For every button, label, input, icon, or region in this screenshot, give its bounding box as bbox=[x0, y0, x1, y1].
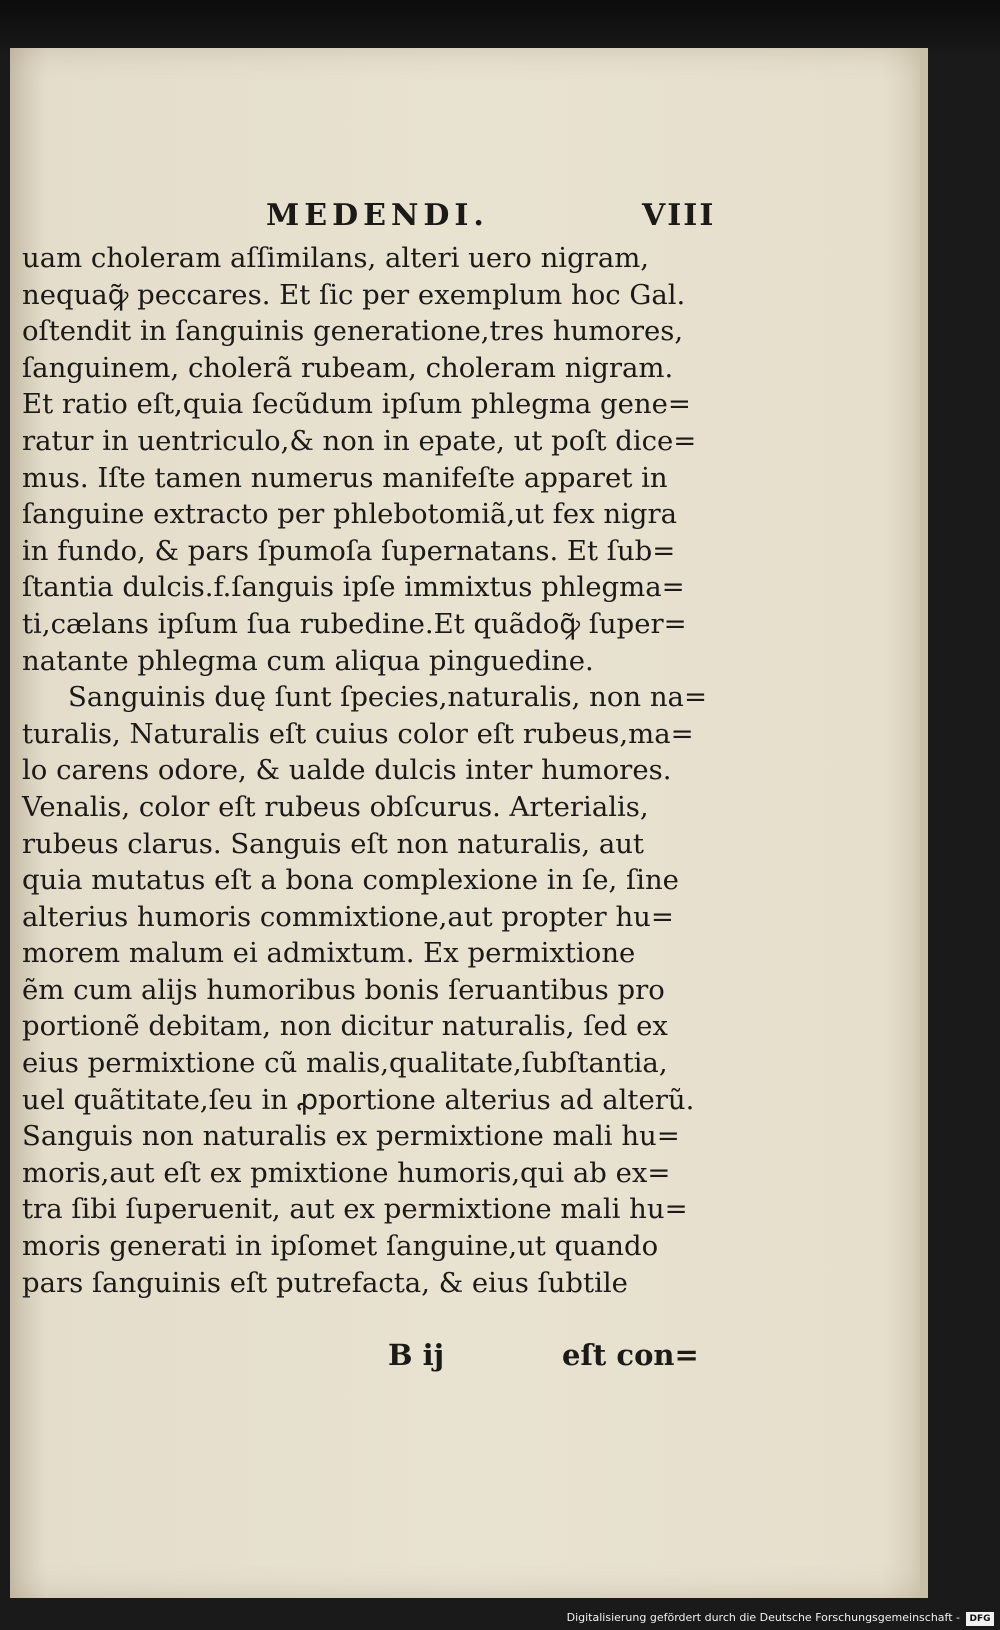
text-line: moris,aut eſt ex pmixtione humoris,qui ab ex= bbox=[22, 1156, 671, 1189]
text-line: Et ratio eſt,quia ſecũdum ipſum phlegma gene= bbox=[22, 388, 691, 421]
body-text bbox=[22, 240, 712, 1301]
book-page bbox=[10, 48, 928, 1598]
text-line: uel quãtitate,ſeu in ꝓportione alterius ad alterũ. bbox=[22, 1083, 695, 1116]
text-line: rubeus clarus. Sanguis eſt non naturalis, aut bbox=[22, 827, 644, 860]
text-line: eius permixtione cũ malis,qualitate,ſubſtantia, bbox=[22, 1047, 668, 1080]
text-line: natante phlegma cum aliqua pinguedine. bbox=[22, 644, 594, 677]
text-line: ti,cælans ipſum ſua rubedine.Et quãdoꝙ̃ ſuper= bbox=[22, 607, 687, 640]
text-line: in fundo, & pars ſpumoſa ſupernatans. Et ſub= bbox=[22, 534, 676, 567]
text-line: turalis, Naturalis eſt cuius color eſt rubeus,ma= bbox=[22, 717, 694, 750]
text-line: oſtendit in ſanguinis generatione,tres humores, bbox=[22, 315, 684, 348]
text-line: portionẽ debitam, non dicitur naturalis, ſed ex bbox=[22, 1010, 668, 1043]
text-line: ſtantia dulcis.f.ſanguis ipſe immixtus phlegma= bbox=[22, 571, 685, 604]
text-line: alterius humoris commixtione,aut propter hu= bbox=[22, 900, 674, 933]
text-line: ſanguine extracto per phlebotomiã,ut fex nigra bbox=[22, 498, 678, 531]
text-line: ſanguinem, cholerã rubeam, choleram nigram. bbox=[22, 351, 674, 384]
text-line: ratur in uentriculo,& non in epate, ut poſt dice= bbox=[22, 424, 697, 457]
signature-mark: B ij bbox=[388, 1338, 445, 1372]
text-line: mus. Iſte tamen numerus manifeſte apparet in bbox=[22, 461, 668, 494]
folio-number: VIII bbox=[642, 198, 716, 233]
text-line: moris generati in ipſomet ſanguine,ut quando bbox=[22, 1230, 659, 1263]
text-line: tra ſibi ſuperuenit, aut ex permixtione mali hu= bbox=[22, 1193, 688, 1226]
text-line: lo carens odore, & ualde dulcis inter humores. bbox=[22, 754, 672, 787]
dfg-logo: DFG bbox=[966, 1612, 994, 1626]
text-line: pars ſanguinis eſt putrefacta, & eius ſubtile bbox=[22, 1266, 628, 1299]
digitization-credit: Digitalisierung gefördert durch die Deutsche Forschungsgemeinschaft - bbox=[566, 1611, 960, 1624]
text-line: Venalis, color eſt rubeus obſcurus. Arterialis, bbox=[22, 790, 649, 823]
text-line: nequaꝙ̃ peccares. Et ſic per exemplum hoc Gal. bbox=[22, 278, 686, 311]
catch-line bbox=[10, 1338, 928, 1378]
text-line: morem malum ei admixtum. Ex permixtione bbox=[22, 937, 636, 970]
text-line: Sanguis non naturalis ex permixtione mali hu= bbox=[22, 1120, 680, 1153]
text-line: uam choleram aſſimilans, alteri uero nigram, bbox=[22, 242, 650, 274]
text-line: quia mutatus eſt a bona complexione in ſe, ſine bbox=[22, 864, 679, 897]
text-line: Sanguinis duę ſunt ſpecies,naturalis, non na= bbox=[68, 681, 707, 714]
text-line: ẽm cum aliјs humoribus bonis ſeruantibus pro bbox=[22, 973, 665, 1006]
running-head bbox=[10, 198, 928, 238]
catchword: eſt con= bbox=[562, 1338, 699, 1372]
running-head-title: MEDENDI. bbox=[266, 198, 489, 233]
